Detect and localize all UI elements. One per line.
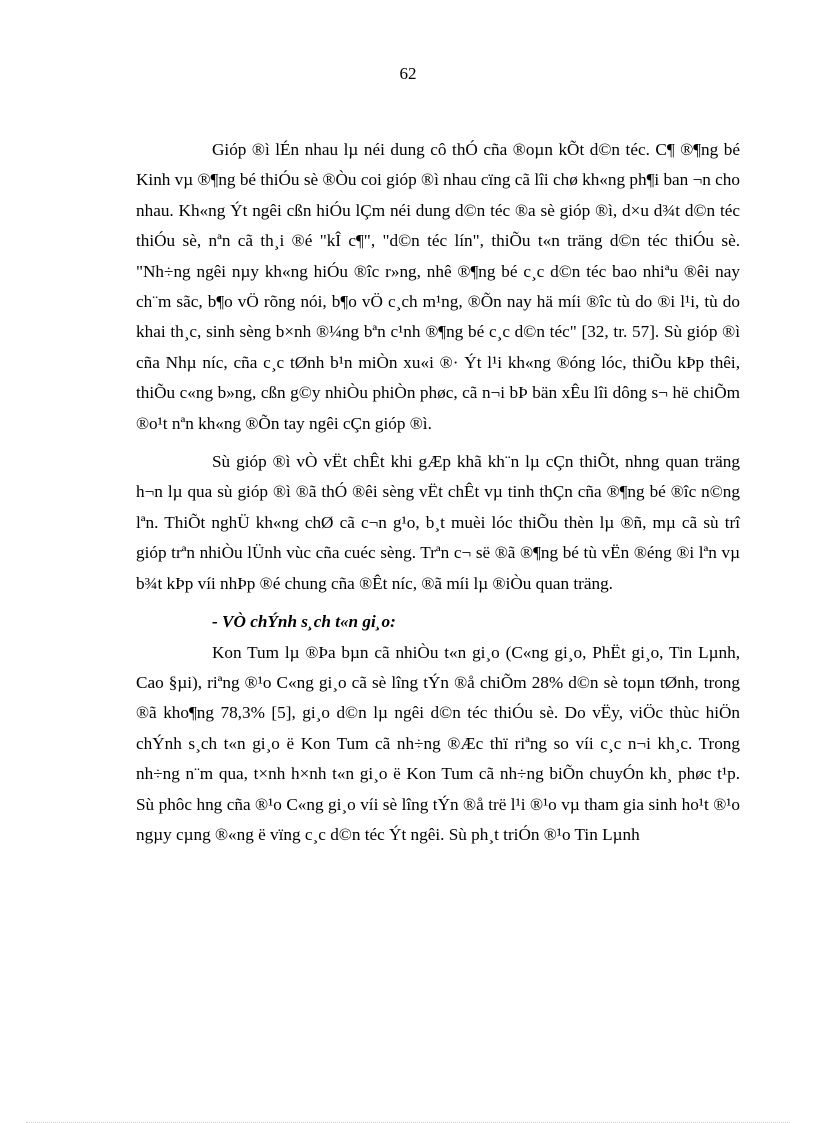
document-body: [136, 135, 740, 850]
page-number: 62: [399, 64, 417, 83]
paragraph-mutual-assistance: Gióp ®ì lÉn nhau lµ néi dung cô thÓ cña ®oµn kÕt d©n téc. C¶ ®¶ng bé Kinh vµ ®¶ng bé thiÓu sè ®Òu coi gióp ®ì nhau cïng cã lîi chø kh«ng ph¶i ban ¬n cho nhau. Kh«ng Ýt ngêi cßn hiÓu lÇm néi dung d©n téc ®a sè gióp ®ì, d×u d¾t d©n téc thiÓu sè, nªn cã th¸i ®é "kÎ c¶", "d©n téc lín", thiÕu t«n träng d©n téc thiÓu sè. "Nh÷ng ngêi nµy kh«ng hiÓu ®îc r»ng, nhê ®¶ng bé c¸c d©n téc bao nhiªu ®êi nay ch¨m sãc, b¶o vÖ rõng nói, b¶o vÖ c¸ch m¹ng, ®Õn nay hä míi ®îc tù do ®i l¹i, tù do khai th¸c, sinh sèng b×nh ®¼ng bªn c¹nh ®¶ng bé c¸c d©n téc" [32, tr. 57]. Sù gióp ®ì cña Nhµ níc, cña c¸c tØnh b¹n miÒn xu«i ®· Ýt l¹i kh«ng ®óng lóc, thiÕu kÞp thêi, thiÕu c«ng b»ng, cßn g©y nhiÒu phiÒn phøc, cã n¬i bÞ bän xÊu lîi dông s¬ hë chiÕm ®o¹t nªn kh«ng ®Õn tay ngêi cÇn gióp ®ì.: [136, 140, 740, 433]
section-heading-religion-policy: - VÒ chÝnh s¸ch t«n gi¸o:: [212, 612, 396, 632]
paragraph-material-assistance: Sù gióp ®ì vÒ vËt chÊt khi gÆp khã kh¨n lµ cÇn thiÕt, nhng quan träng h¬n lµ qua sù gióp ®ì ®ã thÓ ®êi sèng vËt chÊt vµ tinh thÇn cña ®¶ng bé ®îc n©ng lªn. ThiÕt nghÜ kh«ng chØ cã c¬n g¹o, b¸t muèi lóc thiÕu thèn lµ ®ñ, mµ cã sù trî gióp trªn nhiÒu lÜnh vùc cña cuéc sèng. Trªn c¬ së ®ã ®¶ng bé tù vËn ®éng ®i lªn vµ b¾t kÞp víi nhÞp ®é chung cña ®Êt níc, ®ã míi lµ ®iÒu quan träng.: [136, 452, 740, 593]
paragraph-kon-tum-religion: Kon Tum lµ ®Þa bµn cã nhiÒu t«n gi¸o (C«ng gi¸o, PhËt gi¸o, Tin Lµnh, Cao §µi), riªng ®¹o C«ng gi¸o cã sè lîng tÝn ®å chiÕm 28% d©n sè toµn tØnh, trong ®ã kho¶ng 78,3% [5], gi¸o d©n lµ ngêi d©n téc thiÓu sè. Do vËy, viÖc thùc hiÖn chÝnh s¸ch t«n gi¸o ë Kon Tum cã nh÷ng ®Æc thï riªng so víi c¸c n¬i kh¸c. Trong nh÷ng n¨m qua, t×nh h×nh t«n gi¸o ë Kon Tum cã nh÷ng biÕn chuyÓn kh¸ phøc t¹p. Sù phôc hng cña ®¹o C«ng gi¸o víi sè lîng tÝn ®å trë l¹i ®¹o vµ tham gia sinh ho¹t ®¹o ngµy cµng ®«ng ë vïng c¸c d©n téc Ýt ngêi. Sù ph¸t triÓn ®¹o Tin Lµnh: [136, 642, 740, 844]
